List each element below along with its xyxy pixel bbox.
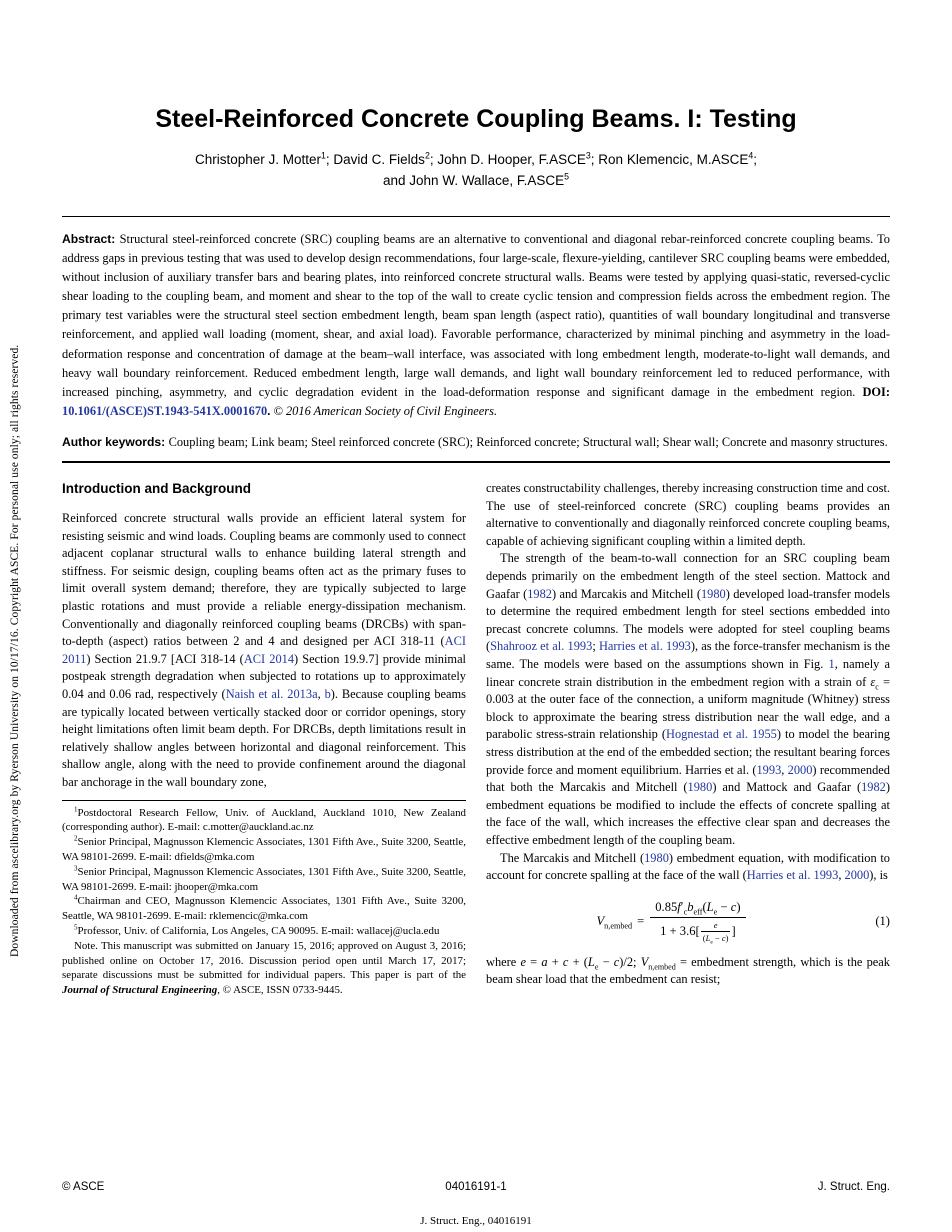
citation-link[interactable]: 1980 xyxy=(700,586,726,601)
citation-link[interactable]: 1982 xyxy=(527,586,552,601)
footnote-4: $^4$Chairman and CEO, Magnusson Klemencic Associates, 1301 Fifth Ave., Suite 3200, Seattle, WA 98101-2699. E-mail: rklemencic@mka.com xyxy=(62,893,466,923)
footer-journal: J. Struct. Eng. xyxy=(817,1181,890,1193)
body-paragraph-2: The strength of the beam-to-wall connection for an SRC coupling beam depends primarily on the embedment length of the steel section. Mattock and Gaafar (1982) and Marcakis and Mitchell (1980) developed load-transfer models to determine the required embedment length for steel sections embedded into precast concrete columns. The models were adopted for steel coupling beams (Shahrooz et al. 1993; Harries et al. 1993), as the force-transfer mechanism is the same. The models were based on the assumptions shown in Fig. 1, namely a linear concrete strain distribution in the embedment region with a strain of $\varepsilon_c = 0.003$ at the outer face of the connection, a uniform magnitude (Whitney) stress block to approximate the bearing stress distribution near the wall edge, and a parabolic stress-strain relationship (Hognestad et al. 1955) to model the bearing stress distribution at the end of the embedded section; the resultant bearing forces provide force and moment equilibrium. Harries et al. (1993, 2000) recommended that both the Marcakis and Mitchell (1980) and Mattock and Gaafar (1982) embedment equations be modified to include the effects of concrete spalling at the face of the wall, which increases the effective clear span and decreases the effective embedment length of the coupling beam. xyxy=(486,551,891,847)
download-copyright-notice: Downloaded from ascelibrary.org by Ryerson University on 10/17/16. Copyright ASCE. For personal use only; all rights reserved. xyxy=(9,344,21,957)
two-column-body xyxy=(62,480,890,998)
footnote-3: $^3$Senior Principal, Magnusson Klemencic Associates, 1301 Fifth Ave., Suite 3200, Seattle, WA 98101-2699. E-mail: jhooper@mka.com xyxy=(62,864,466,893)
author-list xyxy=(62,149,890,191)
citation-link[interactable]: Naish et al. 2013a xyxy=(225,686,318,701)
footnote-rule xyxy=(62,800,466,801)
denominator-inner-fraction xyxy=(701,919,731,946)
inner-fraction-numerator: e xyxy=(701,920,731,932)
equation-body xyxy=(486,899,856,946)
citation-link[interactable]: 2000 xyxy=(787,762,813,777)
left-column xyxy=(62,480,466,998)
author-line-1: Christopher J. Motter$^1$; David C. Fields$^2$; John D. Hooper, F.ASCE$^3$; Ron Klemencic, M.ASCE$^4$; xyxy=(194,150,758,167)
denominator-prefix: 1 + 3.6[ xyxy=(660,923,700,938)
citation-link[interactable]: Hognestad et al. 1955 xyxy=(666,727,777,742)
body-paragraph-1: creates constructability challenges, thereby increasing construction time and cost. The use of steel-reinforced concrete (SRC) coupling beams provides an alternative to conventionally and diagonally reinforced concrete coupling beams, capable of achieving significant coupling within a limited depth. xyxy=(486,481,890,548)
citation-link[interactable]: 2000 xyxy=(844,868,870,883)
keywords-bottom-rule xyxy=(62,461,890,463)
body-paragraph-3: The Marcakis and Mitchell (1980) embedment equation, with modification to account for concrete spalling at the face of the wall (Harries et al. 1993, 2000), is xyxy=(486,850,890,883)
doi-link[interactable]: 10.1061/(ASCE)ST.1943-541X.0001670 xyxy=(62,403,268,418)
section-heading-introduction: Introduction and Background xyxy=(62,481,251,497)
paper-title: Steel-Reinforced Concrete Coupling Beams. I: Testing xyxy=(155,105,797,133)
citation-link[interactable]: Shahrooz et al. 1993 xyxy=(490,639,593,654)
equation-numerator: $0.85f'_cb_{eff}(L_e - c)$ xyxy=(650,900,745,918)
citation-link[interactable]: ACI 2014 xyxy=(243,651,295,666)
citation-line: J. Struct. Eng., 04016191 xyxy=(420,1215,532,1227)
footnote-block xyxy=(62,800,466,998)
citation-link[interactable]: 1980 xyxy=(687,780,713,795)
equation-fraction xyxy=(650,899,745,946)
footnote-1: $^1$Postdoctoral Research Fellow, Univ. of Auckland, Auckland 1010, New Zealand (corresponding author). E-mail: c.motter@auckland.ac.nz xyxy=(62,804,466,834)
citation-link[interactable]: 1 xyxy=(828,656,835,671)
footer-page-number: 04016191-1 xyxy=(445,1181,507,1193)
paper-content xyxy=(62,0,890,998)
citation-link[interactable]: Harries et al. 1993 xyxy=(598,639,691,654)
denominator-suffix: ] xyxy=(731,923,736,938)
intro-paragraph: Reinforced concrete structural walls provide an efficient lateral system for resisting seismic and wind loads. Coupling beams are commonly used to connect adjacent coplanar structural walls to enhance building lateral strength and stiffness. For seismic design, coupling beams often act as the primary fuses to limit overall system demand; therefore, they are typically subjected to large plastic rotations and must provide a reliable energy-dissipation mechanism. Conventionally and diagonally reinforced coupling beams (DRCBs) with span-to-depth (aspect) ratios between 2 and 4 and designed per ACI 318-11 (ACI 2011) Section 21.9.7 [ACI 318-14 (ACI 2014) Section 19.9.7] provide minimal postpeak strength degradation when subjected to rotations up to approximately 0.04 and 0.06 rad, respectively (Naish et al. 2013a, b). Because coupling beams are typically located between vertically stacked door or corridor openings, story height limitations often limit beam depth. For DRCBs, depth limitations result in relatively shallow angles between horizontal and diagonal reinforcement. This shallow angle, along with the need to provide confinement around the diagonal bar anchorage in the wall boundary zone, xyxy=(62,511,467,789)
citation-link[interactable]: ACI 2011 xyxy=(62,634,466,666)
citation-link[interactable]: 1982 xyxy=(861,780,886,795)
footer-copyright: © ASCE xyxy=(62,1181,105,1193)
where-paragraph: where $e = a + c + (L_e - c)/2$; $V_{n,embed}$ = embedment strength, which is the peak beam shear load that the embedment can resist; xyxy=(486,954,890,987)
right-column xyxy=(486,480,890,998)
footnote-note: Note. This manuscript was submitted on January 15, 2016; approved on August 3, 2016; published online on October 17, 2016. Discussion period open until March 17, 2017; separate discussions must be submitted for individual papers. This paper is part of the Journal of Structural Engineering, © ASCE, ISSN 0733-9445. xyxy=(62,939,466,997)
abstract-paragraph: Abstract: Structural steel-reinforced concrete (SRC) coupling beams are an alternative to conventional and diagonal rebar-reinforced concrete coupling beams. To address gaps in previous testing that was used to develop design recommendations, four large-scale, flexure-yielding, cantilever SRC coupling beams were embedded, without inclusion of auxiliary transfer bars and bearing plates, into reinforced concrete structural walls. Beams were tested by applying quasi-static, reversed-cyclic shear loading to the coupling beam, and moment and shear to the top of the wall to create cyclic tension and compression fields across the embedment region. The primary test variables were the structural steel section embedment length, beam span length (aspect ratio), quantities of wall boundary longitudinal and transverse reinforcement, and applied wall loading (moment, shear, and axial load). Favorable performance, characterized by minimal pinching and asymmetry in the load-deformation response and concentration of damage at the beam–wall interface, was associated with long embedment length, moderate-to-light wall demands, and heavy wall boundary reinforcement. Reduced embedment length, large wall demands, and light wall boundary reinforcement led to reduced performance, with increased pinching, asymmetry, and cyclic degradation evident in the load-deformation response and significant damage in the embedment region. DOI: 10.1061/(ASCE)ST.1943-541X.0001670. © 2016 American Society of Civil Engineers. xyxy=(62,232,890,418)
footnote-2: $^2$Senior Principal, Magnusson Klemencic Associates, 1301 Fifth Ave., Suite 3200, Seattle, WA 98101-2699. E-mail: dfields@mka.com xyxy=(62,834,466,863)
citation-link[interactable]: b xyxy=(324,686,331,701)
equation-number: (1) xyxy=(875,913,890,928)
citation-link[interactable]: 1980 xyxy=(644,850,669,865)
citation-link[interactable]: 1993 xyxy=(756,762,782,777)
equation-1 xyxy=(486,899,890,946)
equation-lhs: $V_{n,embed}$ xyxy=(596,913,633,931)
keywords-paragraph: Author keywords: Coupling beam; Link beam; Steel reinforced concrete (SRC); Reinforced concrete; Structural wall; Shear wall; Concrete and masonry structures. xyxy=(62,434,888,449)
author-line-2: and John W. Wallace, F.ASCE$^5$ xyxy=(383,171,569,188)
equation-denominator xyxy=(650,918,745,946)
citation-link[interactable]: Harries et al. 1993 xyxy=(746,868,839,883)
footnote-5: $^5$Professor, Univ. of California, Los Angeles, CA 90095. E-mail: wallacej@ucla.edu xyxy=(74,923,440,937)
abstract-top-rule xyxy=(62,216,890,217)
inner-fraction-denominator: $(L_e - c)$ xyxy=(702,932,729,946)
equation-equals: = xyxy=(637,913,645,928)
